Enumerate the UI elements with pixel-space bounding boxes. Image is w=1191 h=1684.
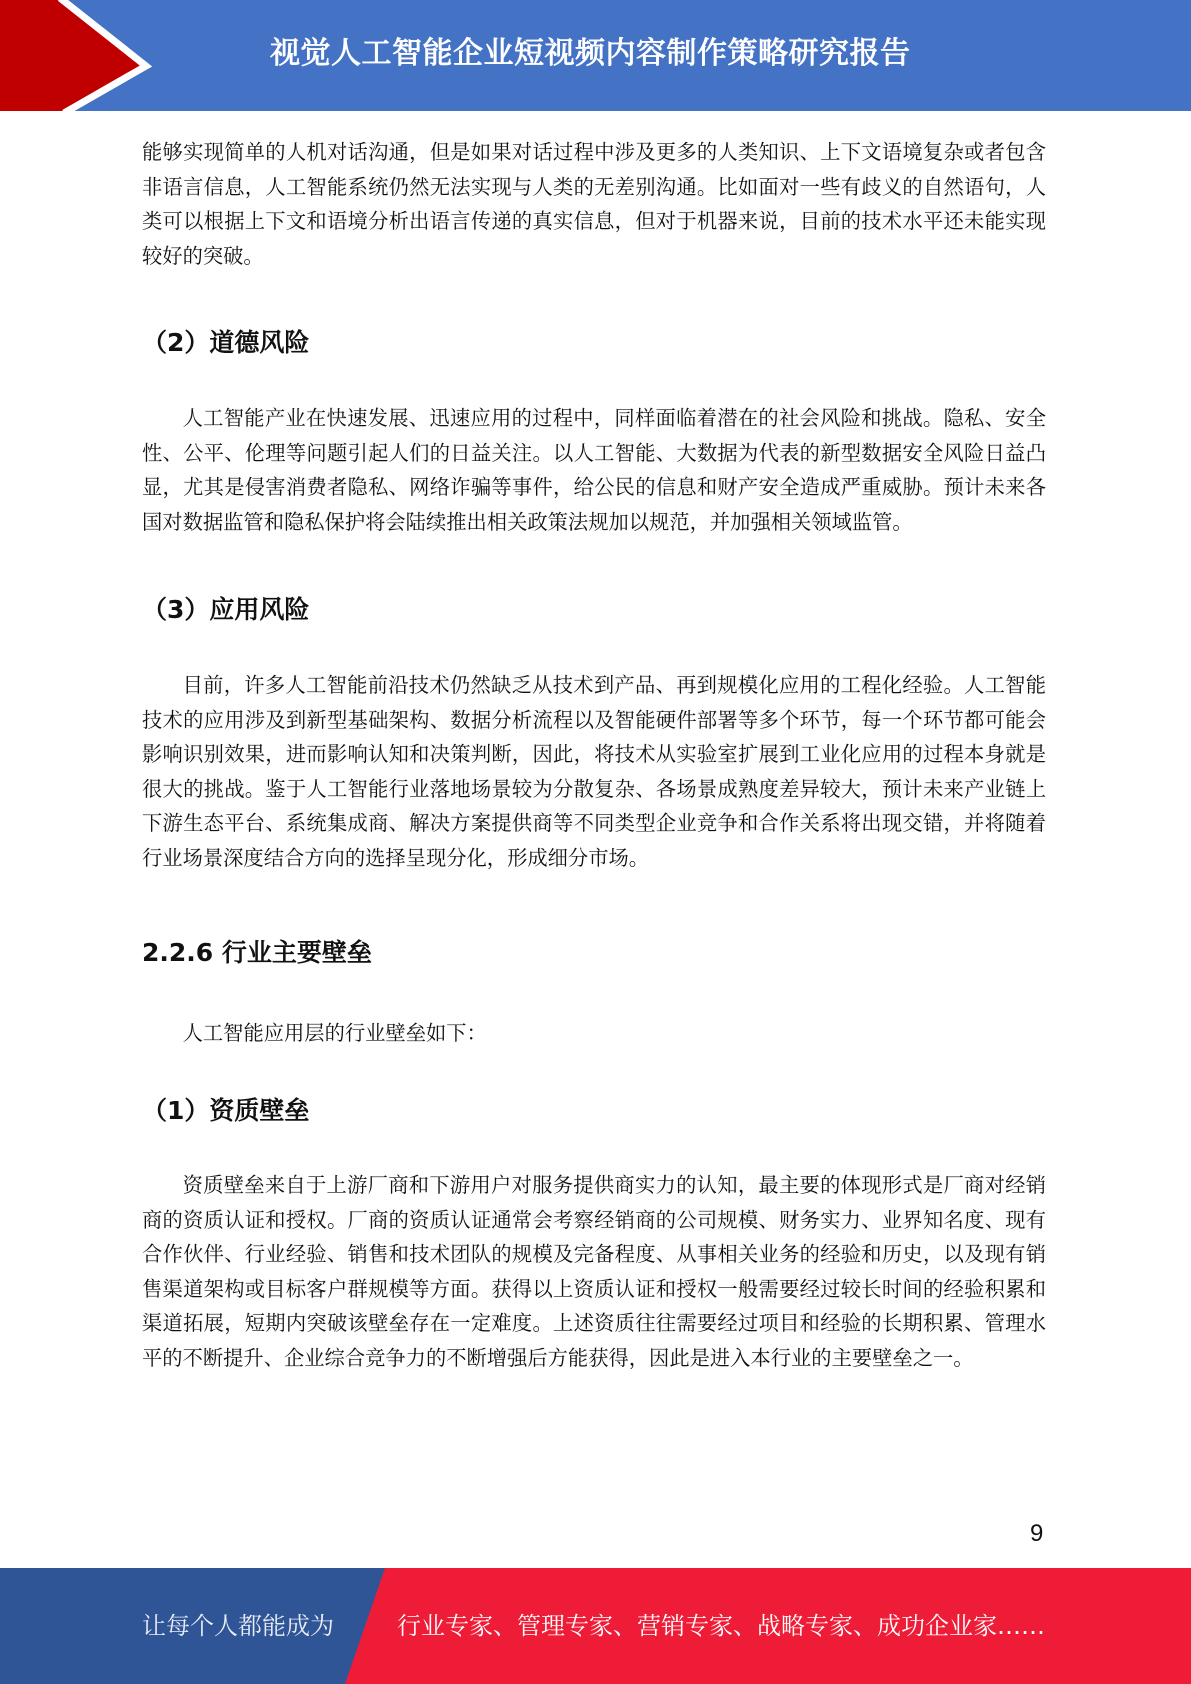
page-header <box>0 0 1191 111</box>
subheading-application-risk: （3）应用风险 <box>142 595 310 624</box>
header-arrow-decoration <box>0 0 160 111</box>
section-heading: 2.2.6 行业主要壁垒 <box>142 938 372 967</box>
page-footer <box>0 1568 1191 1684</box>
report-title: 视觉人工智能企业短视频内容制作策略研究报告 <box>270 36 911 71</box>
subheading-ethics-risk: （2）道德风险 <box>142 328 310 357</box>
paragraph: 人工智能应用层的行业壁垒如下： <box>182 1021 487 1045</box>
paragraph: 能够实现简单的人机对话沟通，但是如果对话过程中涉及更多的人类知识、上下文语境复杂或者包含非语言信息，人工智能系统仍然无法实现与人类的无差别沟通。比如面对一些有歧义的自然语句，人类可以根据上下文和语境分析出语言传递的真实信息，但对于机器来说，目前的技术水平还未能实现较好的突破。 <box>142 140 1046 268</box>
page-number: 9 <box>1030 1520 1044 1547</box>
paragraph: 目前，许多人工智能前沿技术仍然缺乏从技术到产品、再到规模化应用的工程化经验。人工智能技术的应用涉及到新型基础架构、数据分析流程以及智能硬件部署等多个环节，每一个环节都可能会影响识别效果，进而影响认知和决策判断，因此，将技术从实验室扩展到工业化应用的过程本身就是很大的挑战。鉴于人工智能行业落地场景较为分散复杂、各场景成熟度差异较大，预计未来产业链上下游生态平台、系统集成商、解决方案提供商等不同类型企业竞争和合作关系将出现交错，并将随着行业场景深度结合方向的选择呈现分化，形成细分市场。 <box>142 673 1046 870</box>
paragraph: 人工智能产业在快速发展、迅速应用的过程中，同样面临着潜在的社会风险和挑战。隐私、安全性、公平、伦理等问题引起人们的日益关注。以人工智能、大数据为代表的新型数据安全风险日益凸显，尤其是侵害消费者隐私、网络诈骗等事件，给公民的信息和财产安全造成严重威胁。预计未来各国对数据监管和隐私保护将会陆续推出相关政策法规加以规范，并加强相关领域监管。 <box>142 406 1046 534</box>
footer-slogan-left: 让每个人都能成为 <box>142 1612 334 1640</box>
footer-slogan-right: 行业专家、管理专家、营销专家、战略专家、成功企业家…… <box>397 1612 1045 1640</box>
subheading-qualification-barrier: （1）资质壁垒 <box>142 1096 310 1125</box>
paragraph: 资质壁垒来自于上游厂商和下游用户对服务提供商实力的认知，最主要的体现形式是厂商对经销商的资质认证和授权。厂商的资质认证通常会考察经销商的公司规模、财务实力、业界知名度、现有合作伙伴、行业经验、销售和技术团队的规模及完备程度、从事相关业务的经验和历史，以及现有销售渠道架构或目标客户群规模等方面。获得以上资质认证和授权一般需要经过较长时间的经验积累和渠道拓展，短期内突破该壁垒存在一定难度。上述资质往往需要经过项目和经验的长期积累、管理水平的不断提升、企业综合竞争力的不断增强后方能获得，因此是进入本行业的主要壁垒之一。 <box>142 1173 1046 1370</box>
